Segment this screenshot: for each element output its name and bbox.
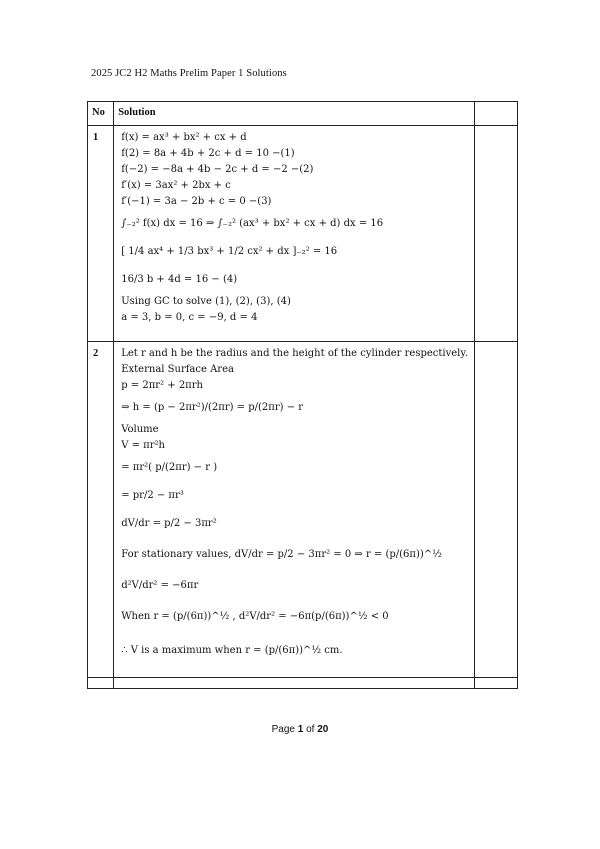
q1-line-10: a = 3, b = 0, c = −9, d = 4 [121, 312, 258, 323]
question-2-row [88, 342, 518, 678]
header-solution: Solution [114, 102, 475, 126]
page-total: 20 [317, 724, 329, 735]
question-1-row [88, 126, 518, 342]
table-header-row [88, 102, 518, 126]
q2-line-7: = πr²( p/(2πr) − r ) [121, 462, 218, 473]
q1-line-6: ∫₋₂² f(x) dx = 16 ⇒ ∫₋₂² (ax³ + bx² + cx + d) dx = 16 [121, 218, 384, 229]
q1-line-7: [ 1/4 ax⁴ + 1/3 bx³ + 1/2 cx² + dx ]₋₂² = 16 [121, 246, 338, 257]
question-2-solution [114, 342, 474, 672]
q1-line-5: f′(−1) = 3a − 2b + c = 0 −(3) [121, 196, 272, 207]
document-title: 2025 JC2 H2 Maths Prelim Paper 1 Solutions [91, 68, 287, 79]
q2-line-8: = pr/2 − πr³ [121, 490, 184, 501]
q2-line-3: p = 2πr² + 2πrh [121, 380, 203, 391]
page-label: Page [271, 724, 298, 735]
q2-line-10: For stationary values, dV/dr = p/2 − 3πr² = 0 ⇒ r = (p/(6π))^½ [121, 549, 442, 560]
solutions-table [87, 101, 518, 689]
q2-line-4: ⇒ h = (p − 2πr²)/(2πr) = p/(2πr) − r [121, 402, 304, 413]
question-number: 1 [93, 132, 99, 143]
q2-line-13: ∴ V is a maximum when r = (p/(6π))^½ cm. [121, 645, 343, 656]
q1-line-1: f(x) = ax³ + bx² + cx + d [121, 132, 247, 143]
q1-line-3: f(−2) = −8a + 4b − 2c + d = −2 −(2) [121, 164, 314, 175]
q2-line-5: Volume [121, 424, 159, 435]
q1-line-2: f(2) = 8a + 4b + 2c + d = 10 −(1) [121, 148, 295, 159]
question-number: 2 [93, 348, 99, 359]
header-no: No [88, 102, 114, 126]
q1-line-8: 16/3 b + 4d = 16 − (4) [121, 274, 238, 285]
q2-line-11: d²V/dr² = −6πr [121, 580, 199, 591]
page-of: of [303, 724, 318, 735]
q2-line-6: V = πr²h [121, 440, 165, 451]
q1-marks-cell [474, 126, 517, 342]
table-end-row [88, 678, 518, 689]
q1-line-4: f′(x) = 3ax² + 2bx + c [121, 180, 231, 191]
q2-marks-cell [474, 342, 517, 678]
q2-line-2: External Surface Area [121, 364, 234, 375]
q1-line-9: Using GC to solve (1), (2), (3), (4) [121, 296, 291, 307]
header-marks [474, 102, 517, 126]
q2-line-9: dV/dr = p/2 − 3πr² [121, 518, 217, 529]
page-footer [0, 724, 600, 735]
q2-line-1: Let r and h be the radius and the height of the cylinder respectively. [121, 348, 468, 359]
q2-line-12: When r = (p/(6π))^½ , d²V/dr² = −6π(p/(6π))^½ < 0 [121, 611, 389, 622]
question-1-solution [114, 126, 474, 330]
page-current: 1 [297, 724, 304, 735]
